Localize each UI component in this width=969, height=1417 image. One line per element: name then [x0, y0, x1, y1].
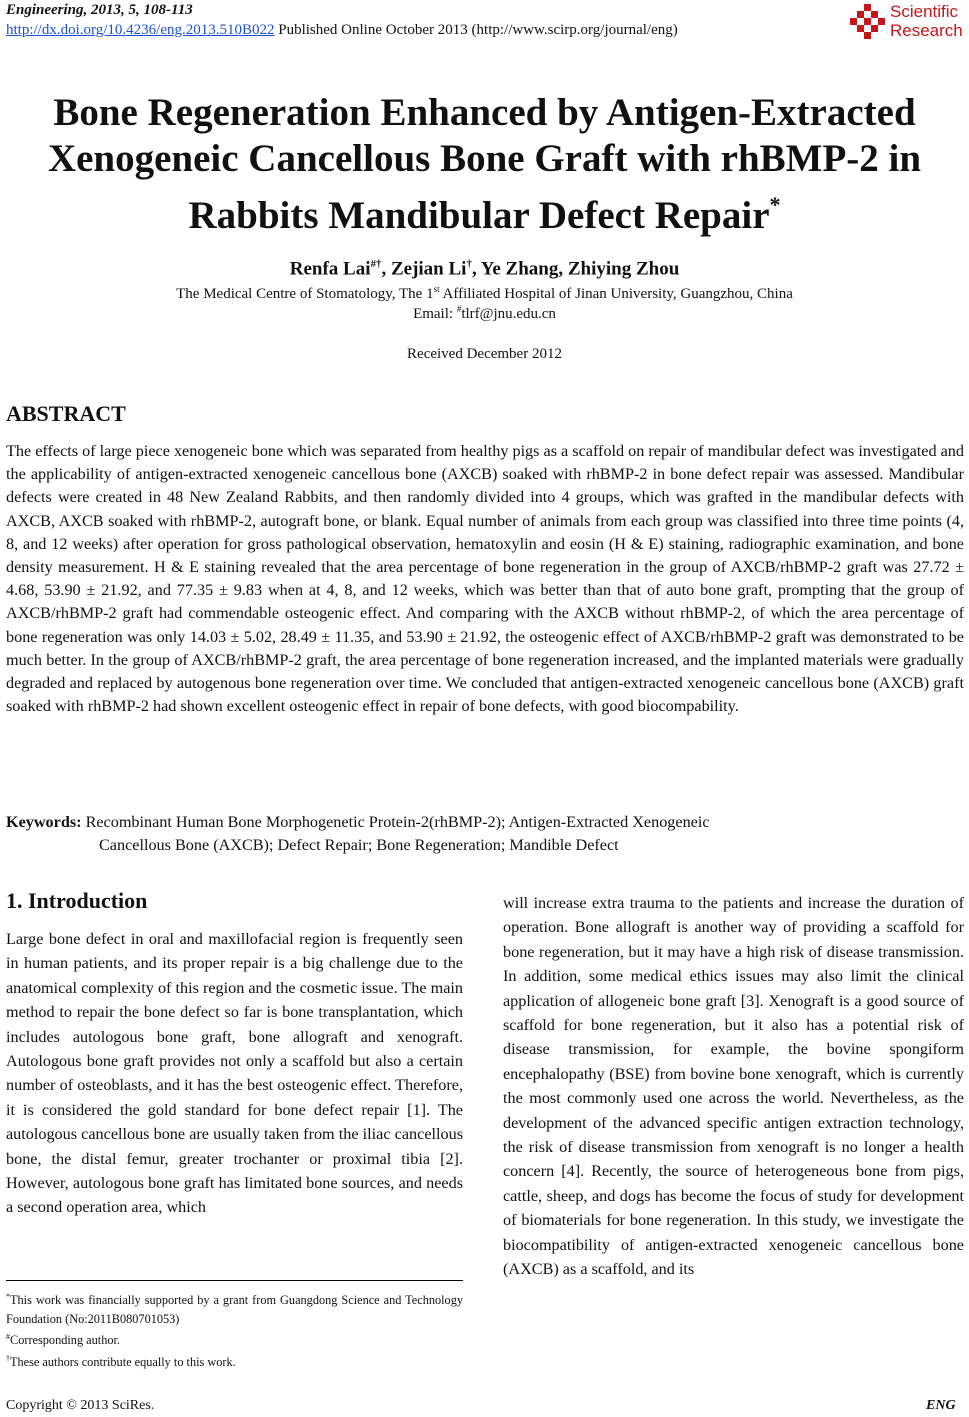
contact-email [0, 304, 969, 323]
email-label: Email: [413, 306, 457, 322]
footnote-funding-text: This work was financially supported by a grant from Guangdong Science and Technology Foundation (No:2011B080701053) [6, 1293, 463, 1326]
title-line-3-text: Rabbits Mandibular Defect Repair [188, 194, 770, 237]
title-line-2: Xenogeneic Cancellous Bone Graft with rhBMP-2 in [47, 137, 922, 180]
keywords-line-1: Recombinant Human Bone Morphogenetic Protein-2(rhBMP-2); Antigen-Extracted Xenogeneic [81, 813, 710, 831]
footnote-corresponding-text: Corresponding author. [10, 1333, 120, 1348]
scirp-logo[interactable] [850, 2, 968, 42]
footnote-equal-contribution [6, 1350, 463, 1372]
doi-link[interactable]: http://dx.doi.org/10.4236/eng.2013.510B022 [6, 22, 275, 38]
affiliation [0, 284, 969, 303]
title-line-1: Bone Regeneration Enhanced by Antigen-Extracted [53, 91, 916, 134]
email-address: tlrf@jnu.edu.cn [461, 306, 556, 322]
introduction-column-left: Large bone defect in oral and maxillofacial region is frequently seen in human patients, and its proper repair is a big challenge due to the anatomical complexity of this region and the cosmetic issue. The main method to repair the bone defect so far is bone transplantation, which includes autologous bone graft, bone allograft and xenograft. Autologous bone graft provides not only a scaffold but also a certain number of osteoblasts, and it has the best osteogenic effect. Therefore, it is considered the gold standard for bone defect repair [1]. The autologous cancellous bone are usually taken from the iliac cancellous bone, the distal femur, greater trochanter or proximal tibia [2]. However, autologous bone graft has limitated bone sources, and needs a second operation area, which [6, 930, 463, 1217]
footer-copyright: Copyright © 2013 SciRes. [6, 1398, 155, 1413]
scirp-logo-text [890, 2, 963, 40]
affiliation-ordinal: st [433, 284, 440, 294]
footnote-equal-text: These authors contribute equally to this work. [10, 1354, 236, 1369]
received-date: Received December 2012 [407, 346, 562, 362]
footnote-funding-mark: * [6, 1292, 10, 1301]
journal-name: Engineering [6, 2, 84, 18]
author-2-marks: † [466, 258, 472, 270]
logo-line-2: Research [890, 21, 963, 40]
section-heading-introduction: 1. Introduction [6, 888, 148, 913]
paper-title [30, 90, 939, 239]
footnote-corresponding-mark: # [6, 1332, 10, 1342]
affiliation-pre: The Medical Centre of Stomatology, The 1 [176, 286, 434, 302]
author-2: , Zejian Li [381, 258, 467, 280]
keywords [6, 811, 964, 857]
title-line-3 [30, 182, 939, 239]
introduction-column-right: will increase extra trauma to the patients and increase the duration of operation. Bone allograft is another way of providing a scaffold for bone regeneration, but it may have a high risk of disease transmission. In addition, some medical ethics issues may also limit the clinical application of allogeneic bone graft [3]. Xenograft is a good source of scaffold for bone regeneration, but it also has a potential risk of disease transmission, for example, the bovine spongiform encephalopathy (BSE) from bovine bone xenograft, which is currently the most commonly used one across the world. Nevertheless, as the development of the advanced specific antigen extraction technology, the risk of disease transmission from xenograft is no longer a health concern [4]. Recently, the source of heterogeneous bone from pigs, cattle, sheep, and dogs has become the focus of study for development of biomaterials for bone regeneration. In this study, we investigate the biocompatibility of antigen-extracted xenogeneic cancellous bone (AXCB) as a scaffold, and its [503, 894, 964, 1279]
author-list [0, 258, 969, 280]
footer-journal: ENG [926, 1398, 956, 1413]
author-others: , Ye Zhang, Zhiying Zhou [471, 258, 680, 280]
author-1-marks: #† [370, 258, 382, 270]
footnote-corresponding [6, 1328, 463, 1350]
footnotes [6, 1288, 463, 1371]
journal-citation [6, 2, 193, 19]
author-1: Renfa Lai [289, 258, 371, 280]
title-footnote-mark: * [769, 192, 781, 217]
email-mark: # [456, 304, 462, 314]
footnote-divider [6, 1280, 463, 1281]
abstract-heading: ABSTRACT [6, 401, 126, 426]
abstract-body: The effects of large piece xenogeneic bone which was separated from healthy pigs as a scaffold on repair of mandibular defect was investigated and the applicability of antigen-extracted xenogeneic cancellous bone (AXCB) soaked with rhBMP-2 in bone defect repair was assessed. Mandibular defects were created in 48 New Zealand Rabbits, and then randomly divided into 4 groups, which was grafted in the mandibular defects with AXCB, AXCB soaked with rhBMP-2, autograft bone, or blank. Equal number of animals from each group was classified into three time points (4, 8, and 12 weeks) after operation for gross pathological observation, hematoxylin and eosin (H & E) staining, radiographic examination, and bone density measurement. H & E staining revealed that the area percentage of bone regeneration in the group of AXCB/rhBMP-2 graft was 27.72 ± 4.68, 53.90 ± 21.92, and 77.35 ± 9.83 when at 4, 8, and 12 weeks, which was better than that of auto bone graft, prompting that the group of AXCB/rhBMP-2 graft had commendable osteogenic effect. And comparing with the AXCB without rhBMP-2, of which the area percentage of bone regeneration was only 14.03 ± 5.02, 28.49 ± 11.35, and 53.90 ± 21.92, the osteogenic effect of AXCB/rhBMP-2 graft was demonstrated to be much better. In the group of AXCB/rhBMP-2 graft, the area percentage of bone regeneration increased, and the implanted materials were gradually degraded and replaced by autogenous bone regeneration over time. We concluded that antigen-extracted xenogeneic cancellous bone (AXCB) graft soaked with rhBMP-2 had shown excellent osteogenic effect in repair of bone defects, with good biocompability. [6, 442, 964, 716]
published-online: Published Online October 2013 (http://www.scirp.org/journal/eng) [274, 22, 678, 38]
journal-volume: , 2013, 5, 108-113 [83, 2, 193, 18]
scirp-logo-icon [850, 4, 888, 40]
affiliation-post: Affiliated Hospital of Jinan University, Guangzhou, China [439, 286, 793, 302]
keywords-line-2: Cancellous Bone (AXCB); Defect Repair; Bone Regeneration; Mandible Defect [99, 836, 619, 855]
footnote-equal-mark: † [6, 1353, 10, 1363]
logo-line-1: Scientific [890, 2, 959, 21]
keywords-label: Keywords: [6, 813, 82, 831]
publication-line [6, 22, 678, 39]
footnote-funding [6, 1288, 463, 1328]
